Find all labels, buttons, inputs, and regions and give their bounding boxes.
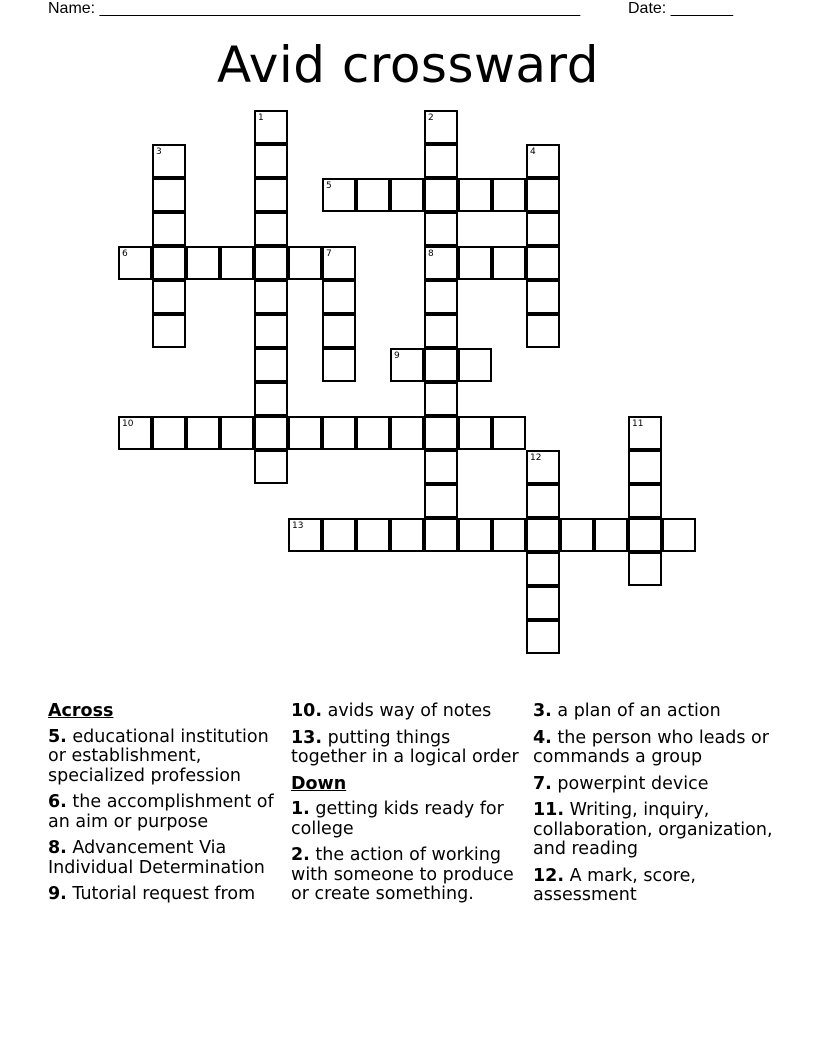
clue-number: 2.: [291, 845, 310, 865]
across-heading: Across: [48, 701, 114, 721]
clue-number: 10.: [291, 701, 323, 721]
clue-number: 6.: [48, 792, 67, 812]
grid-cell[interactable]: [424, 212, 458, 246]
grid-cell[interactable]: [254, 178, 288, 212]
grid-cell[interactable]: [662, 518, 696, 552]
clues-column-2: [291, 702, 527, 912]
grid-cell[interactable]: [390, 518, 424, 552]
grid-cell[interactable]: [492, 246, 526, 280]
grid-cell[interactable]: [220, 416, 254, 450]
clue-text: educational institution or establishment, specialized profession: [48, 726, 269, 786]
grid-cell[interactable]: [458, 178, 492, 212]
grid-cell[interactable]: [254, 246, 288, 280]
clue-number: 5.: [48, 726, 67, 747]
clue-number: 13.: [291, 727, 323, 748]
grid-cell[interactable]: [322, 280, 356, 314]
clue-number-label: 12: [530, 453, 542, 463]
clue-number: 1.: [291, 799, 310, 819]
clue-number-label: 7: [326, 249, 332, 259]
clue-across-6: [48, 793, 280, 832]
grid-cell[interactable]: [220, 246, 254, 280]
grid-cell[interactable]: [526, 620, 560, 654]
grid-cell[interactable]: [254, 450, 288, 484]
clue-number-label: 9: [394, 351, 400, 361]
grid-cell[interactable]: [322, 416, 356, 450]
down-heading: Down: [291, 773, 347, 794]
grid-cell[interactable]: [526, 552, 560, 586]
grid-cell[interactable]: [356, 178, 390, 212]
clue-number-label: 3: [156, 147, 162, 157]
grid-cell[interactable]: [288, 518, 322, 552]
clue-number-label: 10: [122, 419, 134, 429]
grid-cell[interactable]: [628, 450, 662, 484]
grid-cell[interactable]: [526, 518, 560, 552]
clue-text: the action of working with someone to produce or create something.: [291, 845, 514, 904]
grid-cell[interactable]: [458, 348, 492, 382]
grid-cell[interactable]: [526, 586, 560, 620]
clue-text: Writing, inquiry, collaboration, organization, and reading: [533, 800, 773, 859]
grid-cell[interactable]: [322, 246, 356, 280]
clue-number-label: 4: [530, 147, 536, 157]
grid-cell[interactable]: [424, 144, 458, 178]
date-label: Date:: [628, 0, 667, 17]
grid-cell[interactable]: [526, 484, 560, 518]
grid-cell[interactable]: [526, 144, 560, 178]
clue-text: A mark, score, assessment: [533, 865, 696, 905]
clue-number-label: 6: [122, 249, 128, 259]
grid-cell[interactable]: [594, 518, 628, 552]
grid-cell[interactable]: [424, 348, 458, 382]
date-blank[interactable]: _______: [670, 0, 733, 17]
grid-cell[interactable]: [390, 178, 424, 212]
grid-cell[interactable]: [526, 178, 560, 212]
clue-down-12: [533, 867, 773, 906]
grid-cell[interactable]: [424, 518, 458, 552]
clues-column-1: [48, 702, 280, 912]
grid-cell[interactable]: [526, 314, 560, 348]
clue-across-13: [291, 729, 527, 768]
grid-cell[interactable]: [254, 144, 288, 178]
clue-across-10: [291, 702, 527, 722]
clue-across-9: [48, 885, 280, 905]
grid-cell[interactable]: [424, 314, 458, 348]
clue-number-label: 1: [258, 113, 264, 123]
grid-cell[interactable]: [526, 246, 560, 280]
grid-cell[interactable]: [152, 416, 186, 450]
clue-across-5: [48, 728, 280, 787]
clue-number-label: 13: [292, 521, 304, 531]
grid-cell[interactable]: [254, 348, 288, 382]
clue-number: 9.: [48, 884, 67, 904]
grid-cell[interactable]: [186, 246, 220, 280]
grid-cell[interactable]: [254, 110, 288, 144]
grid-cell[interactable]: [424, 246, 458, 280]
grid-cell[interactable]: [526, 212, 560, 246]
grid-cell[interactable]: [424, 178, 458, 212]
page-title: Avid crossward: [217, 36, 599, 94]
grid-cell[interactable]: [390, 416, 424, 450]
grid-cell[interactable]: [254, 280, 288, 314]
clue-text: the person who leads or commands a group: [533, 727, 769, 767]
grid-cell[interactable]: [458, 246, 492, 280]
clue-number-label: 11: [632, 419, 644, 429]
grid-cell[interactable]: [424, 110, 458, 144]
grid-cell[interactable]: [424, 280, 458, 314]
clue-down-7: [533, 775, 773, 795]
clue-down-3: [533, 702, 773, 722]
grid-cell[interactable]: [390, 348, 424, 382]
grid-cell[interactable]: [254, 212, 288, 246]
grid-cell[interactable]: [118, 246, 152, 280]
grid-cell[interactable]: [526, 450, 560, 484]
clue-number-label: 5: [326, 181, 332, 191]
grid-cell[interactable]: [458, 416, 492, 450]
clues-column-3: [533, 702, 773, 913]
grid-cell[interactable]: [152, 212, 186, 246]
grid-cell[interactable]: [356, 518, 390, 552]
name-label: Name:: [48, 0, 96, 17]
grid-cell[interactable]: [288, 246, 322, 280]
clue-text: avids way of notes: [327, 701, 492, 721]
clue-number: 12.: [533, 865, 565, 886]
clue-text: a plan of an action: [557, 701, 721, 721]
clue-number: 4.: [533, 727, 552, 748]
grid-cell[interactable]: [152, 280, 186, 314]
clue-number: 11.: [533, 800, 565, 820]
grid-cell[interactable]: [152, 144, 186, 178]
grid-cell[interactable]: [492, 518, 526, 552]
grid-cell[interactable]: [322, 518, 356, 552]
grid-cell[interactable]: [424, 382, 458, 416]
grid-cell[interactable]: [152, 314, 186, 348]
grid-cell[interactable]: [458, 518, 492, 552]
clue-text: getting kids ready for college: [291, 799, 504, 839]
grid-cell[interactable]: [424, 450, 458, 484]
clue-down-1: [291, 800, 527, 839]
clue-number: 3.: [533, 701, 552, 721]
clue-text: powerpint device: [557, 773, 709, 794]
clue-number-label: 2: [428, 113, 434, 123]
grid-cell[interactable]: [322, 178, 356, 212]
clue-down-2: [291, 846, 527, 905]
grid-cell[interactable]: [288, 416, 322, 450]
name-blank[interactable]: ______________________________________________________: [99, 0, 581, 17]
grid-cell[interactable]: [560, 518, 594, 552]
grid-cell[interactable]: [254, 382, 288, 416]
grid-cell[interactable]: [492, 178, 526, 212]
clue-text: putting things together in a logical order: [291, 727, 519, 767]
grid-cell[interactable]: [424, 484, 458, 518]
grid-cell[interactable]: [628, 416, 662, 450]
grid-cell[interactable]: [628, 518, 662, 552]
grid-cell[interactable]: [424, 416, 458, 450]
grid-cell[interactable]: [322, 348, 356, 382]
clue-number: 8.: [48, 838, 67, 858]
clue-across-8: [48, 839, 280, 878]
clue-down-11: [533, 801, 773, 860]
grid-cell[interactable]: [118, 416, 152, 450]
grid-cell[interactable]: [254, 314, 288, 348]
grid-cell[interactable]: [628, 484, 662, 518]
clue-text: Tutorial request from: [72, 884, 256, 904]
grid-cell[interactable]: [526, 280, 560, 314]
grid-cell[interactable]: [356, 416, 390, 450]
grid-cell[interactable]: [152, 178, 186, 212]
grid-cell[interactable]: [492, 416, 526, 450]
grid-cell[interactable]: [628, 552, 662, 586]
grid-cell[interactable]: [322, 314, 356, 348]
clue-number: 7.: [533, 773, 552, 794]
clue-down-4: [533, 729, 773, 768]
clue-number-label: 8: [428, 249, 434, 259]
clue-text: the accomplishment of an aim or purpose: [48, 792, 274, 832]
clue-text: Advancement Via Individual Determination: [48, 838, 265, 878]
grid-cell[interactable]: [254, 416, 288, 450]
grid-cell[interactable]: [186, 416, 220, 450]
grid-cell[interactable]: [152, 246, 186, 280]
